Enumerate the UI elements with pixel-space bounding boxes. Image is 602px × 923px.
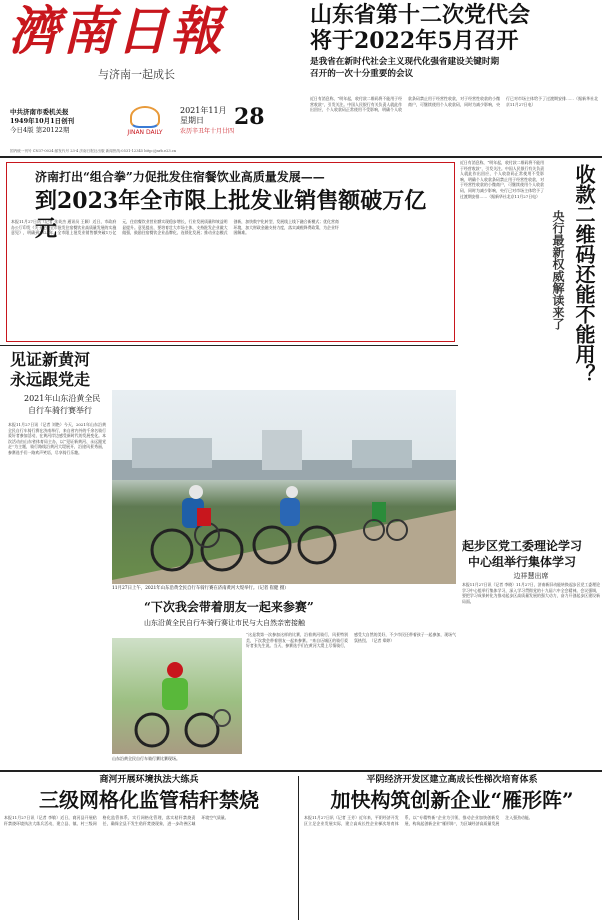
slogan: 与济南一起成长 xyxy=(98,68,175,81)
quote-body: “这是我第一次参加这样的比赛，沿着黄河骑行，风景特别美，下次我会带着朋友一起来参赛。”来自历城区的骑行爱好者张先生说。当天，参赛选手们在黄河大堤上尽情骑行，感受大自然的美好，不少市民还带着孩子一起参加，现场气氛热烈。（记者 郑婷） xyxy=(246,632,456,649)
publisher: 中共济南市委机关报 xyxy=(10,108,69,116)
enterprise-kicker: 平阴经济开发区建立高成长性梯次培育体系 xyxy=(366,775,538,785)
straw-headline: 三级网格化监管秸秆禁烧 xyxy=(39,788,259,812)
date-block: 2021年11月 星期日 28 农历辛丑年十月廿四 xyxy=(180,106,265,135)
quote-subhead: 山东沿黄全民自行车骑行赛让市民与大自然亲密接触 xyxy=(144,619,305,627)
top-headline-line1: 山东省第十二次党代会 xyxy=(310,2,531,28)
issue-number: 今日4版 第20122期 xyxy=(10,126,70,134)
study-headline-1: 起步区党工委理论学习 xyxy=(462,539,583,553)
bike-headline-2: 永远跟党走 xyxy=(10,370,91,389)
study-author: 边祥慧出席 xyxy=(513,572,549,580)
enterprise-body: 本报11月27日讯（记者 王芳）近年来，平阴经济开发区立足企业发展实际，建立高成长性企业梯次培育体系，以“专精特新”企业为引领，推动企业加快创新发展，构筑起创新企业“雁形阵”，为区域经济高质量发展注入强劲动能。 xyxy=(304,815,533,826)
bike-story xyxy=(4,348,458,768)
bike-subhead-1: 2021年山东沿黄全民 xyxy=(24,394,101,403)
bike-body: 本报11月27日讯（记者 刘艳）今天，2021年山东沿黄全民自行车骑行赛在济南举行，来自省内外的千余名骑行爱好者参加活动，在黄河岸边感受新时代的发展变化。本次活动由山东省体育局主办，以“见证新黄河、永远跟党走”为主题，骑行路线沿黄河大堤展开，沿途风景秀丽，参赛选手们一路欢声笑语，尽享骑行乐趣。 xyxy=(8,422,106,455)
lead-headline: 到2023年全市限上批发业销售额破万亿元 xyxy=(35,188,427,242)
enterprise-story xyxy=(304,773,600,921)
study-headline-2: 中心组举行集体学习 xyxy=(468,555,577,569)
straw-body: 本报11月27日讯（记者 李敏）近日，商河县开展秸秆禁烧环境执法大练兵活动，建立县、镇、村三级网格化监管体系，实行网格化管理，落实秸秆禁烧责任，确保全县不发生秸秆焚烧现象，进一步改善区域环境空气质量。 xyxy=(4,815,229,826)
party-study-story xyxy=(462,538,600,770)
lead-kicker: 济南打出“组合拳”力促批发住宿餐饮业高质量发展—— xyxy=(35,170,325,184)
lead-story xyxy=(6,162,455,342)
lead-body: 本报11月27日讯（记者 张英杰 通讯员 王颖）近日，市政府办公厅印发《关于促进全市批发住宿餐饮业高质量发展的实施意见》，明确到2023年，全市限上批发业销售额突破1万亿元，住宿餐饮业营业额实现稳步增长，行业发展质量和效益明显提升。意见提出，要培育壮大市场主体，支持批发企业做大做强，鼓励住宿餐饮企业品牌化、连锁化发展；推动业态模式创新，加快数字化转型，发展线上线下融合新模式；优化营商环境，加大财政金融支持力度，落实减税降费政策，为企业纾困解难。 xyxy=(11,219,339,236)
quote-headline: “下次我会带着朋友一起来参赛” xyxy=(144,600,314,614)
top-subhead-1: 是我省在新时代社会主义现代化强省建设关键时期 xyxy=(310,57,500,67)
qr-headline: 收款二维码还能不能用？ xyxy=(572,164,596,384)
cyclist-photo-2 xyxy=(112,638,242,754)
masthead-logo xyxy=(8,0,253,66)
straw-burning-story xyxy=(4,773,294,921)
photo-caption-2: 山东沿黄全民自行车骑行赛比赛现场。 xyxy=(112,756,180,761)
qr-subhead: 央行最新权威解读来了 xyxy=(551,210,565,330)
straw-kicker: 商河开展环境执法大练兵 xyxy=(99,775,199,785)
top-headline-line2: 将于2022年5月召开 xyxy=(310,28,519,54)
top-story-body: 近日有消息称，“明年起，收付款二维码将不能用于经营收款”，引发关注。中国人民银行有关负责人就此作出回应，个人收款码正常使用不受影响，明确个人收款条码禁止用于经营性收款，对于经营性收款的小微商户，可继续使用个人收款码，同时为减少影响，央行已对市场主体给予了过渡期安排……（据新华社北京11月27日电） xyxy=(310,96,598,113)
city-emblem-icon xyxy=(130,106,160,128)
jinan-daily-brand: JINAN DAILY xyxy=(118,104,172,144)
date-day: 28 xyxy=(234,106,265,130)
photo-caption-1: 11月27日上午，2021年山东沿黄全民自行车骑行赛在济南黄河大堤举行。（记者 崔健 摄） xyxy=(112,586,289,591)
qr-code-story xyxy=(460,160,600,535)
founded: 1949年10月1日创刊 xyxy=(10,117,75,125)
study-body: 本报11月27日讯（记者 李晓）11月27日，济南新旧动能转换起步区党工委理论学习中心组举行集体学习，深入学习贯彻党的十九届六中全会精神。会议强调，要把学习成果转化为推动起步区高质量发展的强大动力，奋力开创起步区建设新局面。 xyxy=(462,582,600,604)
enterprise-headline: 加快构筑创新企业“雁形阵” xyxy=(330,788,574,812)
newspaper-logo: 濟南日報 xyxy=(8,1,225,62)
bike-headline-1: 见证新黄河 xyxy=(10,350,91,369)
cyclists-illustration xyxy=(112,390,456,584)
icp-line: 国内统一刊号 CN37-0024 邮发代号 23-4 济南日报社出版 新闻热线:0531-12345 http://jnrb.e23.cn xyxy=(10,149,177,153)
qr-body: 近日有消息称，“明年起，收付款二维码将不能用于经营收款”，引发关注。中国人民银行有关负责人就此作出回应，个人收款码正常使用不受影响，明确个人收款条码禁止用于经营性收款，对于经营性收款的小微商户，可继续使用个人收款码，同时为减少影响，央行已对市场主体给予了过渡期安排……（据新华社北京11月27日电） xyxy=(460,160,544,199)
cyclist-green-illustration xyxy=(112,638,242,754)
top-subhead-2: 召开的一次十分重要的会议 xyxy=(310,69,414,79)
cycling-photo xyxy=(112,390,456,584)
cyclist-photo xyxy=(112,612,184,614)
bike-subhead-2: 自行车骑行赛举行 xyxy=(28,406,92,415)
